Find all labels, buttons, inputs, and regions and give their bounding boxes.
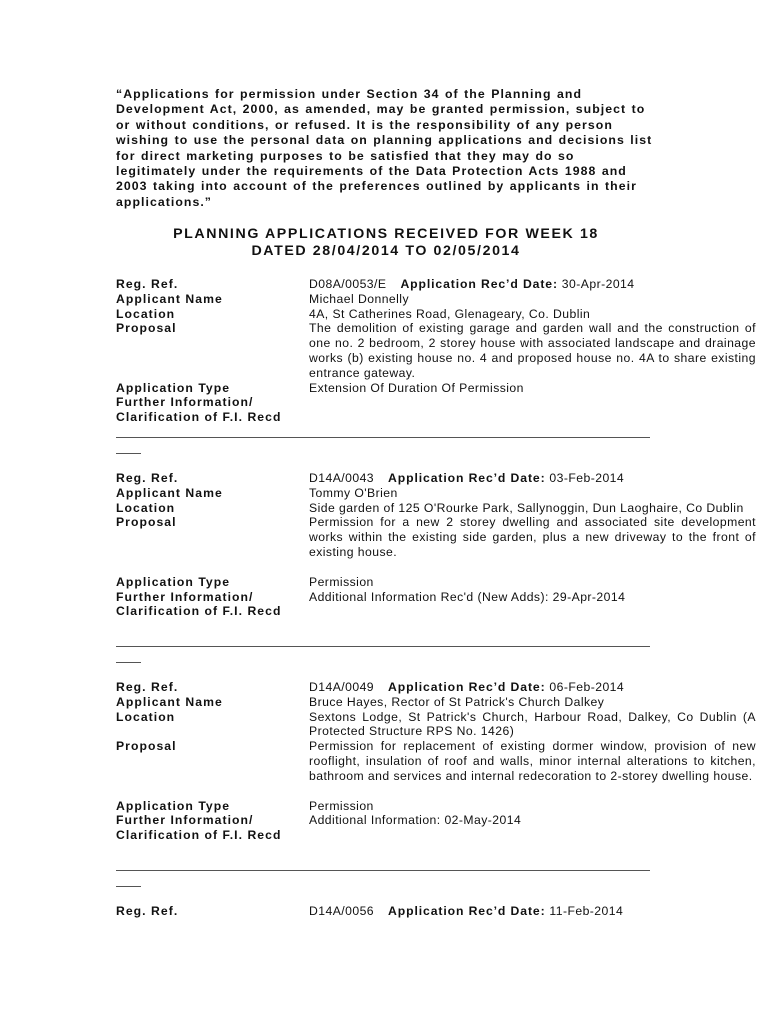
- further-info-value: Additional Information Rec'd (New Adds): 29-Apr-2014: [309, 589, 626, 604]
- application-type-label: Application Type: [116, 798, 231, 813]
- further-info-label: Further Information/: [116, 395, 254, 410]
- application-record: [116, 680, 756, 843]
- location-row: [116, 501, 756, 516]
- applicant-name-value: Tommy O'Brien: [309, 485, 398, 500]
- proposal-label: Proposal: [116, 739, 177, 754]
- further-info-row: [116, 813, 756, 828]
- record-divider: [116, 437, 650, 438]
- clarification-row: [116, 828, 756, 843]
- clarification-label: Clarification of F.I. Recd: [116, 410, 282, 425]
- further-info-value: [309, 395, 756, 410]
- reg-ref-row: [116, 277, 756, 292]
- application-type-row: [116, 575, 756, 590]
- location-row: [116, 710, 756, 740]
- proposal-value: Permission for replacement of existing dormer window, provision of new rooflight, insulation of roof and walls, minor internal alterations to kitchen, bathroom and services and internal redecoration to 2-storey dwelling house.: [309, 739, 756, 783]
- applicant-row: [116, 486, 756, 501]
- date-range-heading: DATED 28/04/2014 TO 02/05/2014: [251, 243, 521, 259]
- further-info-row: [116, 590, 756, 605]
- data-protection-notice: “Applications for permission under Section 34 of the Planning and Development Act, 2000, as amended, may be granted permission, subject to or without conditions, or refused. It is the responsibility of any person wishing to use the personal data on planning applications and decisions list for direct marketing purposes to be satisfied that they may do so legitimately under the requirements of the Data Protection Acts 1988 and 2003 taking into account of the preferences outlined by applicants in their applications.”: [116, 87, 653, 209]
- reg-ref-label: Reg. Ref.: [116, 904, 179, 918]
- reg-ref-row: [116, 904, 756, 919]
- proposal-value: Permission for a new 2 storey dwelling and associated site development works within the existing side garden, plus a new driveway to the front of existing house.: [309, 515, 756, 559]
- proposal-row: [116, 515, 756, 559]
- reg-ref-value: D14A/0049: [309, 680, 375, 694]
- reg-ref-row: [116, 680, 756, 695]
- record-divider: [116, 646, 650, 647]
- reg-ref-value: D08A/0053/E: [309, 277, 387, 291]
- applicant-name-label: Applicant Name: [116, 694, 223, 709]
- clarification-label: Clarification of F.I. Recd: [116, 604, 282, 619]
- record-divider-tail: [116, 886, 141, 887]
- proposal-row: [116, 739, 756, 783]
- application-type-label: Application Type: [116, 574, 231, 589]
- application-record: [116, 904, 756, 919]
- application-type-value: Permission: [309, 574, 374, 589]
- record-divider-tail: [116, 453, 141, 454]
- date-received-label: Application Rec’d Date:: [388, 904, 546, 918]
- location-row: [116, 307, 756, 322]
- date-received-value: 11-Feb-2014: [549, 904, 624, 918]
- clarification-row: [116, 410, 756, 425]
- date-received-label: Application Rec’d Date:: [388, 680, 546, 694]
- applicant-name-label: Applicant Name: [116, 291, 223, 306]
- proposal-label: Proposal: [116, 321, 177, 336]
- page-title: PLANNING APPLICATIONS RECEIVED FOR WEEK 18: [173, 226, 599, 242]
- clarification-value: [309, 604, 756, 619]
- date-received-value: 03-Feb-2014: [549, 471, 625, 485]
- clarification-value: [309, 410, 756, 425]
- clarification-row: [116, 604, 756, 619]
- reg-ref-value: D14A/0043: [309, 471, 375, 485]
- further-info-label: Further Information/: [116, 813, 254, 828]
- reg-ref-row: [116, 471, 756, 486]
- application-record: [116, 471, 756, 619]
- applicant-row: [116, 292, 756, 307]
- record-divider: [116, 870, 650, 871]
- clarification-value: [309, 828, 756, 843]
- location-value: Sextons Lodge, St Patrick's Church, Harbour Road, Dalkey, Co Dublin (A Protected Structure RPS No. 1426): [309, 709, 756, 739]
- reg-ref-label: Reg. Ref.: [116, 471, 179, 485]
- date-received-value: 06-Feb-2014: [549, 680, 625, 694]
- application-type-label: Application Type: [116, 380, 231, 395]
- proposal-label: Proposal: [116, 515, 177, 530]
- further-info-row: [116, 395, 756, 410]
- proposal-row: [116, 321, 756, 380]
- reg-ref-value: D14A/0056: [309, 904, 375, 918]
- date-received-value: 30-Apr-2014: [561, 277, 635, 291]
- further-info-label: Further Information/: [116, 589, 254, 604]
- application-type-row: [116, 799, 756, 814]
- clarification-label: Clarification of F.I. Recd: [116, 828, 282, 843]
- applicant-name-value: Bruce Hayes, Rector of St Patrick's Church Dalkey: [309, 694, 605, 709]
- reg-ref-label: Reg. Ref.: [116, 680, 179, 694]
- reg-ref-label: Reg. Ref.: [116, 277, 179, 291]
- application-type-value: Extension Of Duration Of Permission: [309, 380, 524, 395]
- location-label: Location: [116, 500, 176, 515]
- location-value: 4A, St Catherines Road, Glenageary, Co. Dublin: [309, 306, 591, 321]
- application-type-value: Permission: [309, 798, 374, 813]
- applicant-name-value: Michael Donnelly: [309, 291, 410, 306]
- applicant-row: [116, 695, 756, 710]
- applicant-name-label: Applicant Name: [116, 485, 223, 500]
- record-divider-tail: [116, 662, 141, 663]
- date-received-label: Application Rec’d Date:: [388, 471, 546, 485]
- location-label: Location: [116, 306, 176, 321]
- date-received-label: Application Rec’d Date:: [400, 277, 558, 291]
- location-label: Location: [116, 709, 176, 724]
- application-record: [116, 277, 756, 425]
- application-type-row: [116, 381, 756, 396]
- location-value: Side garden of 125 O'Rourke Park, Sallynoggin, Dun Laoghaire, Co Dublin: [309, 500, 744, 515]
- proposal-value: The demolition of existing garage and garden wall and the construction of one no. 2 bedroom, 2 storey house with associated landscape and drainage works (b) existing house no. 4 and proposed house no. 4A to share existing entrance gateway.: [309, 321, 756, 380]
- further-info-value: Additional Information: 02-May-2014: [309, 813, 522, 828]
